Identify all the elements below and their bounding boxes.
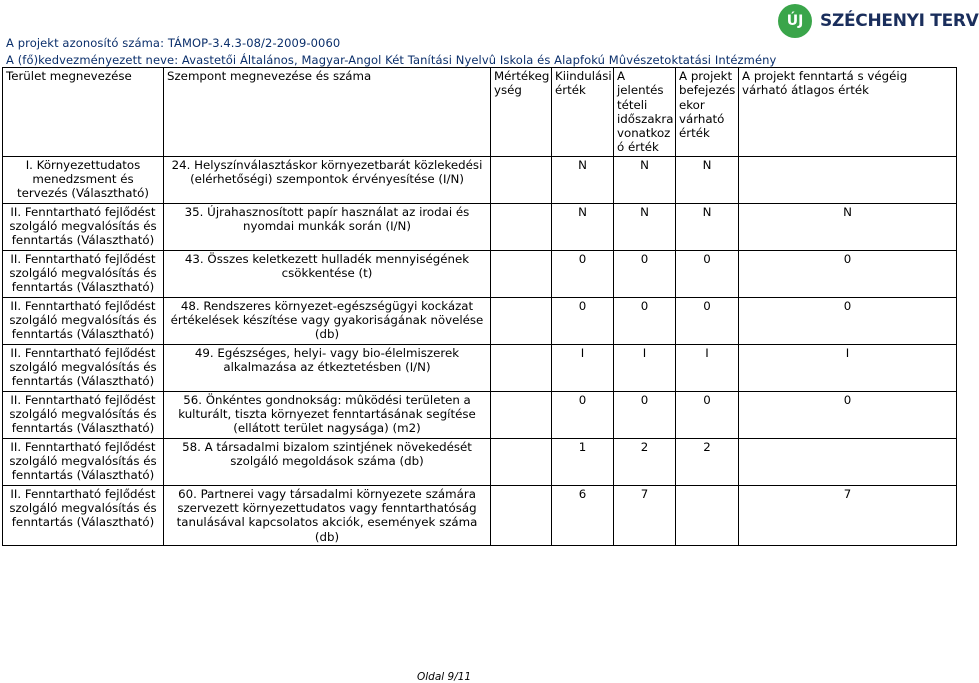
criterion-cell: 24. Helyszínválasztáskor környezetbarát közlekedési (elérhetőségi) szempontok érvényesítése (I/N) xyxy=(164,156,491,203)
baseline-cell: N xyxy=(552,156,614,203)
baseline-cell: N xyxy=(552,203,614,250)
area-cell: I. Környezettudatos menedzsment és tervezés (Választható) xyxy=(3,156,164,203)
maintenance-value-cell: N xyxy=(739,203,957,250)
criterion-cell: 56. Önkéntes gondnokság: mûködési területen a kulturált, tiszta környezet fenntartásának segítése (ellátott terület nagysága) (m2) xyxy=(164,391,491,438)
col-criterion-header: Szempont megnevezése és száma xyxy=(164,68,491,157)
criterion-cell: 48. Rendszeres környezet-egészségügyi kockázat értékelések készítése vagy gyakoriságának növelése (db) xyxy=(164,297,491,344)
area-cell: II. Fenntartható fejlődést szolgáló megvalósítás és fenntartás (Választható) xyxy=(3,203,164,250)
col-maintenance-header: A projekt fenntartá s végéig várható átlagos érték xyxy=(739,68,957,157)
col-completion-header: A projekt befejezés ekor várható érték xyxy=(676,68,739,157)
reporting-value-cell: 0 xyxy=(614,391,676,438)
criterion-cell: 35. Újrahasznosított papír használat az irodai és nyomdai munkák során (I/N) xyxy=(164,203,491,250)
area-cell: II. Fenntartható fejlődést szolgáló megvalósítás és fenntartás (Választható) xyxy=(3,344,164,391)
unit-cell xyxy=(491,250,552,297)
table-row xyxy=(3,438,957,485)
col-area-header: Terület megnevezése xyxy=(3,68,164,157)
reporting-value-cell: 2 xyxy=(614,438,676,485)
area-cell: II. Fenntartható fejlődést szolgáló megvalósítás és fenntartás (Választható) xyxy=(3,438,164,485)
reporting-value-cell: 0 xyxy=(614,250,676,297)
project-id-line: A projekt azonosító száma: TÁMOP-3.4.3-08/2-2009-0060 xyxy=(6,36,341,50)
completion-value-cell: N xyxy=(676,156,739,203)
criterion-cell: 60. Partnerei vagy társadalmi környezete számára szervezett környezettudatos vagy fenntarthatóság tanulásával kapcsolatos akciók, események száma (db) xyxy=(164,485,491,545)
col-reporting-header: A jelentés tételi időszakra vonatkoz ó érték xyxy=(614,68,676,157)
area-cell: II. Fenntartható fejlődést szolgáló megvalósítás és fenntartás (Választható) xyxy=(3,250,164,297)
completion-value-cell: N xyxy=(676,203,739,250)
col-baseline-header: Kiindulási érték xyxy=(552,68,614,157)
unit-cell xyxy=(491,391,552,438)
completion-value-cell: 0 xyxy=(676,391,739,438)
maintenance-value-cell: 0 xyxy=(739,297,957,344)
baseline-cell: 0 xyxy=(552,391,614,438)
maintenance-value-cell: 0 xyxy=(739,391,957,438)
table-row xyxy=(3,203,957,250)
baseline-cell: 1 xyxy=(552,438,614,485)
baseline-cell: 6 xyxy=(552,485,614,545)
szechenyi-terv-logo xyxy=(778,4,979,38)
criterion-cell: 49. Egészséges, helyi- vagy bio-élelmiszerek alkalmazása az étkeztetésben (I/N) xyxy=(164,344,491,391)
table-row xyxy=(3,391,957,438)
maintenance-value-cell xyxy=(739,438,957,485)
maintenance-value-cell: 7 xyxy=(739,485,957,545)
completion-value-cell: 0 xyxy=(676,297,739,344)
baseline-cell: 0 xyxy=(552,297,614,344)
unit-cell xyxy=(491,438,552,485)
maintenance-value-cell: I xyxy=(739,344,957,391)
unit-cell xyxy=(491,485,552,545)
completion-value-cell xyxy=(676,485,739,545)
table-row xyxy=(3,297,957,344)
area-cell: II. Fenntartható fejlődést szolgáló megvalósítás és fenntartás (Választható) xyxy=(3,391,164,438)
unit-cell xyxy=(491,297,552,344)
maintenance-value-cell: 0 xyxy=(739,250,957,297)
table-row xyxy=(3,156,957,203)
logo-name: SZÉCHENYI TERV xyxy=(820,11,979,31)
completion-value-cell: I xyxy=(676,344,739,391)
completion-value-cell: 0 xyxy=(676,250,739,297)
table-row xyxy=(3,485,957,545)
reporting-value-cell: I xyxy=(614,344,676,391)
criterion-cell: 58. A társadalmi bizalom szintjének növekedését szolgáló megoldások száma (db) xyxy=(164,438,491,485)
unit-cell xyxy=(491,203,552,250)
area-cell: II. Fenntartható fejlődést szolgáló megvalósítás és fenntartás (Választható) xyxy=(3,297,164,344)
col-unit-header: Mértékeg ység xyxy=(491,68,552,157)
indicator-table xyxy=(2,67,957,546)
table-row xyxy=(3,250,957,297)
baseline-cell: 0 xyxy=(552,250,614,297)
baseline-cell: I xyxy=(552,344,614,391)
unit-cell xyxy=(491,156,552,203)
beneficiary-line: A (fő)kedvezményezett neve: Avastetői Általános, Magyar-Angol Két Tanítási Nyelvû Iskola és Alapfokú Mûvészetoktatási Intézmény xyxy=(6,53,777,67)
reporting-value-cell: 0 xyxy=(614,297,676,344)
page-number: Oldal 9/11 xyxy=(417,671,472,683)
unit-cell xyxy=(491,344,552,391)
maintenance-value-cell xyxy=(739,156,957,203)
area-cell: II. Fenntartható fejlődést szolgáló megvalósítás és fenntartás (Választható) xyxy=(3,485,164,545)
completion-value-cell: 2 xyxy=(676,438,739,485)
reporting-value-cell: 7 xyxy=(614,485,676,545)
table-row xyxy=(3,344,957,391)
table-header-row xyxy=(3,68,957,157)
criterion-cell: 43. Összes keletkezett hulladék mennyiségének csökkentése (t) xyxy=(164,250,491,297)
reporting-value-cell: N xyxy=(614,156,676,203)
logo-badge-icon: ÚJ xyxy=(778,4,812,38)
reporting-value-cell: N xyxy=(614,203,676,250)
